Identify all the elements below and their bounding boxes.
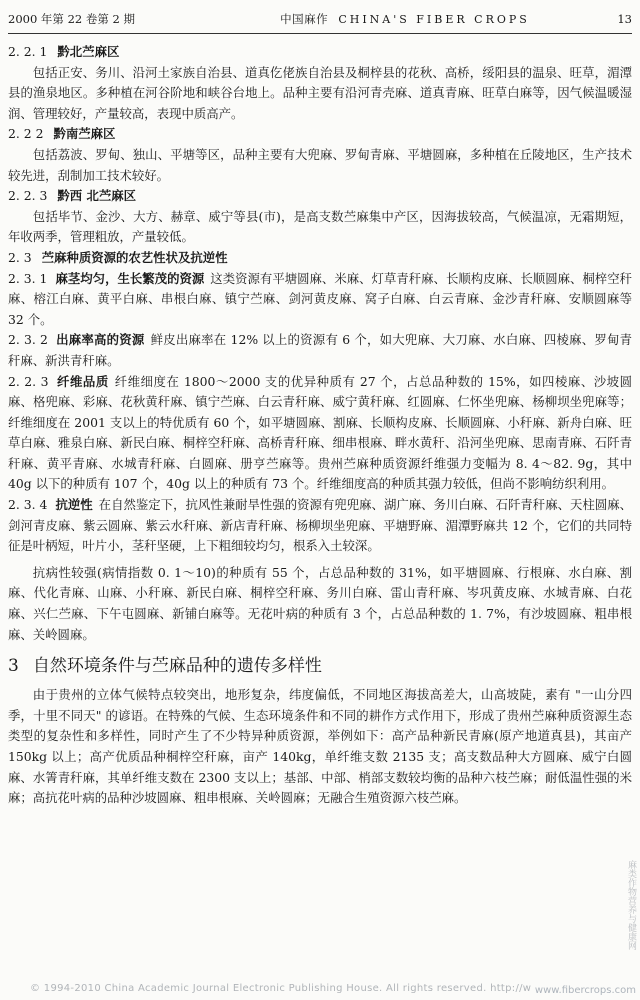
section-title: 抗逆性 [55,497,93,513]
copyright-watermark: © 1994-2010 China Academic Journal Electronic Publishing House. All rights reserved. http://w [30,983,532,994]
section-title: 苎麻种质资源的农艺性状及抗逆性 [41,249,228,265]
section-heading-2-2-1 [8,42,632,63]
section-number: 2. 3. 4 [8,497,48,513]
section-text: 这类资源有平塘圆麻、米麻、灯草青秆麻、长顺构皮麻、长顺圆麻、桐梓空秆麻、榕江白麻、黄平白麻、串根白麻、镇宁苎麻、剑河黄皮麻、窝子白麻、白云青麻、金沙青秆麻、安顺圆麻等 32 个。 [8,270,633,327]
header-rule [8,33,632,34]
journal-title-cn: 中国麻作 [280,12,329,26]
paragraph-2-2-2: 包括荔波、罗甸、独山、平塘等区，品种主要有大兜麻、罗甸青麻、平塘圆麻，多种植在丘陵地区，生产技术较先进，刮制加工技术较好。 [8,146,632,183]
section-title: 黔北苎麻区 [57,44,120,59]
section-number: 2. 3 [8,249,32,265]
paragraph-2-3-4 [8,495,632,557]
article-body [8,42,632,809]
paragraph-2-3-2 [8,330,632,371]
section-title: 纤维品质 [56,373,109,389]
page-number: 13 [617,12,632,26]
paragraph-2-3-1 [8,269,632,331]
section-title: 自然环境条件与苎麻品种的遗传多样性 [32,656,322,677]
section-heading-2-3 [8,248,632,269]
section-title: 麻茎均匀，生长繁茂的资源 [55,270,205,286]
section-number: 2. 2 2 [8,126,44,142]
section-number: 2. 2. 3 [8,188,48,204]
section-number: 2. 3. 1 [8,270,48,286]
section-text: 鲜皮出麻率在 12% 以上的资源有 6 个，如大兜麻、大刀麻、水白麻、四棱麻、罗甸青秆麻、新洪青秆麻。 [8,332,633,368]
paragraph-2-2-3: 包括毕节、金沙、大方、赫章、威宁等县(市)，是高支数苎麻集中产区，因海拔较高，气候温凉，无霜期短，年收两季，管理粗放，产量较低。 [8,208,632,245]
section-title: 出麻率高的资源 [55,332,145,348]
section-heading-2-2-3 [8,186,632,207]
section-title: 黔南苎麻区 [53,126,116,142]
running-header [8,6,632,32]
section-title: 黔西 北苎麻区 [57,188,137,204]
site-watermark: www.fibercrops.com [534,985,636,996]
section-number: 2. 2. 3 [8,373,49,389]
section-heading-2-2-2 [8,124,632,145]
section-text: 在自然鉴定下，抗风性兼耐旱性强的资源有兜兜麻、湖广麻、务川白麻、石阡青秆麻、天柱圆麻、剑河青皮麻、紫云圆麻、紫云水秆麻、新店青秆麻、杨柳坝坐兜麻、平塘野麻、湄潭野麻共 12 个，它们的共同特征是叶柄短，叶片小，茎秆坚硬，上下粗细较均匀，根系入土较深。 [8,497,633,554]
paragraph-3: 由于贵州的立体气候特点较突出，地形复杂，纬度偏低，不同地区海拔高差大，山高坡陡，素有 "一山分四季，十里不同天" 的谚语。在特殊的气候、生态环境条件和不同的耕作方式作用下，形成了贵州苎麻种质资源生态类型的复杂性和多样性，同时产生了不少特异种质资源，举例如下：高产品种新民青麻(原产地道真县)，其亩产 150kg 以上；高产优质品种桐梓空秆麻，亩产 140kg，单纤维支数 2135 支；高支数品种大方圆麻、威宁白圆麻、水箐青秆麻，其单纤维支数在 2300 支以上；基部、中部、梢部支数较均衡的品种六枝苎麻；耐低温性强的米麻；高抗花叶病的品种沙坡圆麻、粗串根麻、关岭圆麻；无融合生殖资源六枝苎麻。 [8,687,632,806]
section-heading-3 [8,653,632,679]
issue-info: 2000 年第 22 卷第 2 期 [8,12,135,26]
section-number: 3 [8,656,19,677]
journal-title-en: CHINA'S FIBER CROPS [338,13,530,26]
section-text: 纤维细度在 1800～2000 支的优异种质有 27 个，占总品种数的 15%，如四棱麻、沙坡圆麻、格兜麻、彩麻、花秋黄秆麻、镇宁苎麻、白云青秆麻、威宁黄秆麻、红圆麻、仁怀坐兜麻、杨柳坝坐兜麻等；纤维细度在 2001 支以上的特优质有 60 个，如平塘圆麻、割麻、长顺构皮麻、长顺圆麻、小秆麻、新舟白麻、旺草白麻、雅泉白麻、新民白麻、桐梓空秆麻、高桥青秆麻、细串根麻、畔水黄秆、沿河坐兜麻、思南青麻、石阡青秆麻、黄平青麻、水城青秆麻、白圆麻、册亨苎麻等。贵州苎麻种质资源纤维强力变幅为 8. 4～82. 9g，其中 40g 以下的种质有 107 个，40g 以上的种质有 73 个。纤维细度高的种质其强力较低，但尚不影响纺织利用。 [8,373,633,492]
paragraph-2-3-3 [8,372,632,496]
paragraph-2-2-1: 包括正安、务川、沿河土家族自治县、道真仡佬族自治县及桐梓县的花秋、高桥，绥阳县的温泉、旺草，湄潭县的渔泉地区。多种植在河谷阶地和峡谷台地上。品种主要有沿河青壳麻、道真青麻、旺草白麻等，因气候温暖湿润、管理较好，产量较高，表现中质高产。 [8,64,632,121]
section-number: 2. 2. 1 [8,44,48,59]
side-watermark: 麻类作物营养与健康网 [626,860,636,950]
section-number: 2. 3. 2 [8,332,48,348]
journal-title [218,11,592,27]
paragraph-disease-resistance: 抗病性较强(病情指数 0. 1～10)的种质有 55 个，占总品种数的 31%，如平塘圆麻、行根麻、水白麻、割麻、代化青麻、山麻、小秆麻、新民白麻、桐梓空秆麻、务川白麻、雷山青秆麻、岑巩黄皮麻、水城青麻、白花麻、兴仁苎麻、下午屯圆麻、新铺白麻等。无花叶病的种质有 3 个，占总品种数的 1. 7%，有沙坡圆麻、粗串根麻、关岭圆麻。 [8,564,632,642]
